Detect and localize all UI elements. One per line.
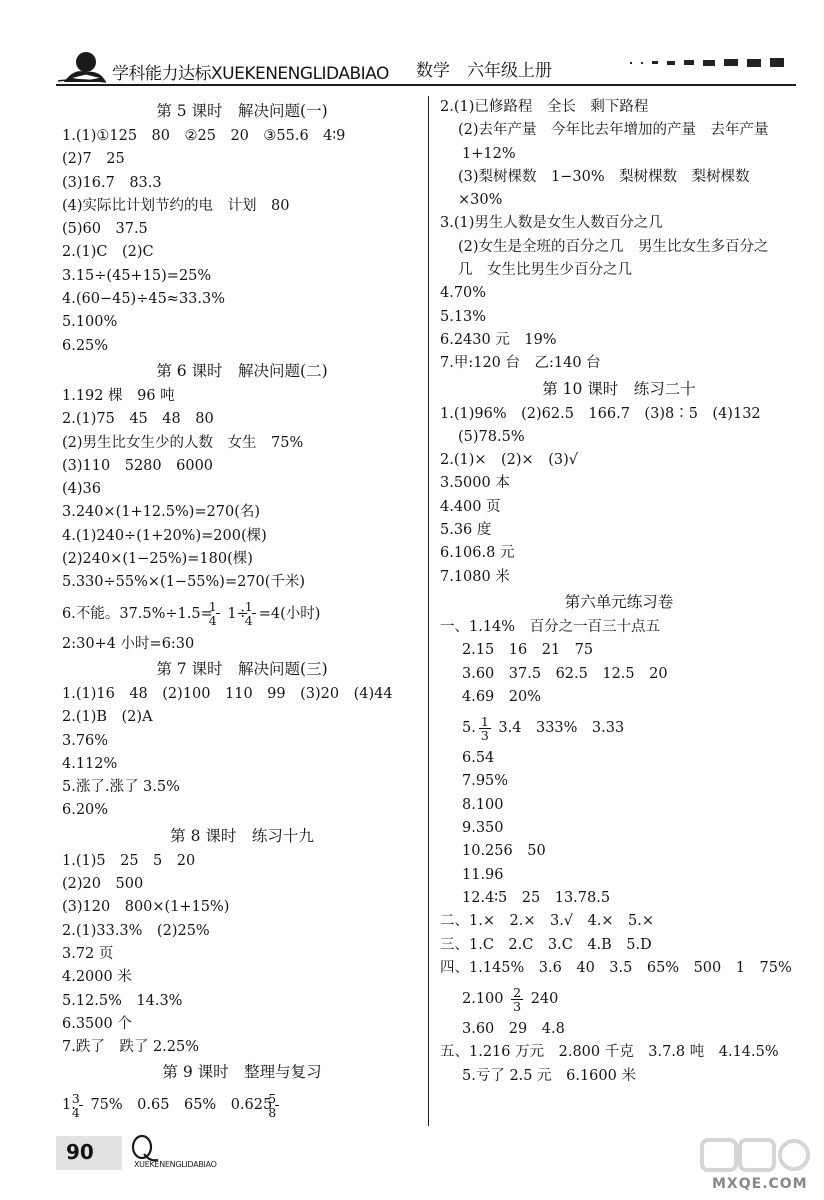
answer-line-fraction [440,980,798,1018]
left-column [62,98,422,1124]
fraction-denominator: 4 [244,613,253,629]
answer-line-fraction [62,595,422,633]
answer-line: (2)240×(1−25%)=180(棵) [62,551,253,568]
answer-line: 6.3500 个 [62,1015,132,1032]
column-divider [428,96,429,1126]
answer-line: 2.(1)C (2)C [62,244,154,261]
answer-line: ×30% [458,192,503,209]
fraction-denominator: 4 [71,1104,80,1120]
section-heading-lesson-6: 第 6 课时 解决问题(二) [156,361,328,380]
section-heading-lesson-5: 第 5 课时 解决问题(一) [156,102,328,120]
answer-line: 3.76% [62,732,109,749]
answer-line: 5.100% [62,314,118,331]
header-rule [56,84,796,86]
fraction-numerator: 2 [513,984,522,1000]
answer-text: 240 [530,991,559,1008]
answer-line: 3.5000 本 [440,475,510,492]
fraction-denominator: 3 [513,998,522,1014]
answer-line: (3)120 800×(1+15%) [62,899,230,916]
answer-text: 2.100 [462,991,504,1008]
answer-line: 一、1.14% 百分之一百三十点五 [440,618,661,635]
answer-line: 9.350 [462,820,504,837]
answer-line: 3.60 29 4.8 [462,1021,565,1038]
answer-line: 4.(60−45)÷45≈33.3% [62,291,226,308]
section-heading-lesson-7: 第 7 课时 解决问题(三) [156,659,328,678]
answer-line: 2.(1)33.3% (2)25% [62,922,210,939]
answer-line: 7.1080 米 [440,568,510,585]
fraction [71,1090,83,1120]
answer-line: 2:30+4 小时=6:30 [62,635,195,652]
answer-line: 6.54 [462,750,495,767]
answer-text: 75% 0.65 65% 0.625 [90,1097,273,1114]
answer-line: 3.(1)男生人数是女生人数百分之几 [440,215,663,232]
answer-line: 1.(1)16 48 (2)100 110 99 (3)20 (4)44 [62,685,393,702]
fraction [244,599,256,629]
header-dash-decoration [630,58,784,67]
answer-line: 3.15÷(45+15)=25% [62,267,212,284]
answer-text: 1÷ [227,605,249,622]
fraction [208,599,220,629]
section-heading-unit-6-test: 第六单元练习卷 [564,592,674,611]
answer-line: 10.256 50 [462,843,546,860]
answer-line: 2.15 16 21 75 [462,642,594,659]
answer-line: 7.跌了 跌了 2.25% [62,1039,200,1056]
answer-line: 6.2430 元 19% [440,331,557,348]
answer-line: 5.12.5% 14.3% [62,992,183,1009]
answer-line: 8.100 [462,796,504,813]
watermark-url: MXQE.COM [712,1176,808,1192]
answer-line: 5.13% [440,308,487,325]
answer-line: (2)20 500 [62,876,144,893]
answer-line: 四、1.145% 3.6 40 3.5 65% 500 1 75% [440,959,792,976]
answer-line: 4.2000 米 [62,969,132,986]
answer-line: 2.(1)已修路程 全长 剩下路程 [440,99,649,115]
answer-line: 4.69 20% [462,688,542,705]
right-column [440,96,798,1088]
fraction [268,1090,279,1120]
answer-line: (3)110 5280 6000 [62,457,214,474]
answer-line: 5.330÷55%×(1−55%)=270(千米) [62,574,306,591]
section-heading-lesson-8: 第 8 课时 练习十九 [170,826,314,845]
answer-line: 6.20% [62,802,109,819]
answer-line: 7.95% [462,773,509,790]
answer-line: 1.(1)①125 80 ②25 20 ③55.6 4∶9 [62,128,346,144]
answer-line: 1.192 棵 96 吨 [62,387,175,404]
answer-line: (5)78.5% [458,428,525,445]
fraction-numerator: 3 [79,1092,83,1106]
page-number: 90 [66,1140,94,1164]
fraction-numerator: 1 [480,713,489,729]
fraction-denominator: 8 [268,1104,277,1120]
answer-line: 5.亏了 2.5 元 6.1600 米 [462,1067,636,1084]
answer-text: 5. [462,720,476,737]
answer-line: 1.(1)96% (2)62.5 166.7 (3)8∶5 (4)132 [440,405,761,422]
answer-line: 2.(1)× (2)× (3)√ [440,452,578,469]
answer-line: 几 女生比男生少百分之几 [458,262,632,279]
answer-line: 五、1.216 万元 2.800 千克 3.7.8 吨 4.14.5% [440,1044,779,1061]
fraction-denominator: 4 [208,613,217,629]
footer-brand: XUEKENENGLIDABIAO [134,1160,217,1169]
header-brand: 学科能力达标XUEKENENGLIDABIAO [112,64,389,84]
fraction-denominator: 3 [480,727,489,743]
answer-line: 4.70% [440,285,487,302]
answer-line: 11.96 [462,866,504,883]
answer-line: (2)去年产量 今年比去年增加的产量 去年产量 [458,122,769,139]
header-brand-block [56,48,389,84]
answer-line: 三、1.C 2.C 3.C 4.B 5.D [440,936,652,953]
answer-line: 4.112% [62,755,118,772]
fraction [479,715,491,742]
answer-line: (4)实际比计划节约的电 计划 80 [62,197,290,214]
answer-line-fraction [440,709,798,747]
answer-line: 4.400 页 [440,498,501,515]
fraction [511,986,523,1013]
answer-text: 3.4 333% 3.33 [498,720,625,737]
answer-line: 二、1.× 2.× 3.√ 4.× 5.× [440,913,655,930]
section-heading-lesson-10: 第 10 课时 练习二十 [542,379,696,398]
answer-line: 5.涨了.涨了 3.5% [62,779,180,796]
answer-line: 1+12% [462,145,516,162]
answer-text: 1. [62,1097,76,1114]
answer-line: 3.72 页 [62,945,114,962]
answer-line: (4)36 [62,481,101,498]
answer-line: 12.4∶5 25 13.78.5 [462,889,611,906]
fraction-numerator: 5 [275,1092,279,1106]
answer-line: 3.240×(1+12.5%)=270(名) [62,504,261,521]
answer-line: 6.25% [62,337,109,354]
answer-line: (2)7 25 [62,151,125,168]
section-heading-lesson-9: 第 9 课时 整理与复习 [162,1063,322,1082]
answer-line: 1.(1)5 25 5 20 [62,852,196,869]
answer-text: 6.不能。37.5%÷1.5= [62,605,213,622]
answer-line: (5)60 37.5 [62,221,148,238]
answer-line: (3)16.7 83.3 [62,174,162,191]
answer-line: (2)男生比女生少的人数 女生 75% [62,434,304,451]
answer-line: (2)女生是全班的百分之几 男生比女生多百分之 [458,238,769,255]
header-subject: 数学 六年级上册 [416,61,552,81]
student-reading-icon [56,48,108,84]
answer-text: =4(小时) [258,605,321,622]
answer-line: 2.(1)B (2)A [62,709,153,726]
fraction-numerator: 1 [252,600,256,614]
answer-line: 5.36 度 [440,522,492,539]
answer-line: 4.(1)240÷(1+20%)=200(棵) [62,527,267,544]
answer-line-fraction [62,1086,422,1124]
answer-line: 3.60 37.5 62.5 12.5 20 [462,665,668,682]
answer-line: 7.甲:120 台 乙:140 台 [440,355,601,372]
answer-line: (3)梨树棵数 1−30% 梨树棵数 梨树棵数 [458,168,750,185]
fraction-numerator: 1 [216,600,220,614]
answer-line: 2.(1)75 45 48 80 [62,411,214,428]
answer-line: 6.106.8 元 [440,545,515,562]
